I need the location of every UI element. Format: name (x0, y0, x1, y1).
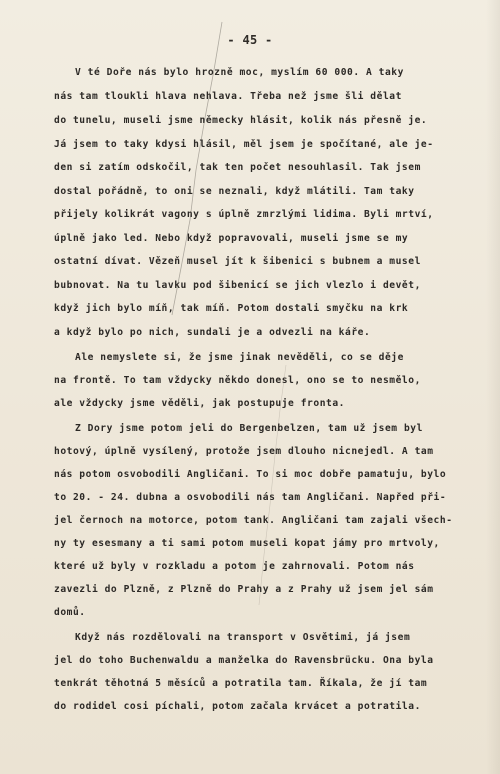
text-line: úplně jako led. Nebo když popravovali, museli jsme se my (54, 233, 409, 244)
text-line: jel do toho Buchenwaldu a manželka do Ravensbrücku. Ona byla (54, 655, 434, 666)
text-line: zavezli do Plzně, z Plzně do Prahy a z Prahy už jsem jel sám (54, 584, 434, 595)
text-line: do rodidel cosi píchali, potom začala krvácet a potratila. (54, 701, 421, 712)
text-line: to 20. - 24. dubna a osvobodili nás tam Angličani. Napřed při- (54, 492, 447, 503)
text-line: do tunelu, museli jsme německy hlásit, kolik nás přesně je. (54, 115, 428, 126)
text-line: hotový, úplně vysílený, protože jsem dlouho nicnejedl. A tam (54, 446, 434, 457)
text-line: ny ty esesmany a ti sami potom museli kopat jámy pro mrtvoly, (54, 538, 440, 549)
text-line: a když bylo po nich, sundali je a odvezli na káře. (54, 327, 371, 338)
page-edge-shadow (486, 0, 500, 774)
text-line: jel černoch na motorce, potom tank. Angličani tam zajali všech- (54, 515, 453, 526)
text-line: Já jsem to taky kdysi hlásil, měl jsem je spočítané, ale je- (54, 139, 434, 150)
text-line: bubnovat. Na tu lavku pod šibenicí se jich vlezlo i devět, (54, 280, 421, 291)
text-line: které už byly v rozkladu a potom je zahrnovali. Potom nás (54, 561, 415, 572)
text-line: na frontě. To tam vždycky někdo donesl, ono se to nesmělo, (54, 375, 421, 386)
text-line: nás potom osvobodili Angličani. To si moc dobře pamatuju, bylo (54, 469, 447, 480)
text-line: ale vždycky jsme věděli, jak postupuje fronta. (54, 398, 345, 409)
page-number: - 45 - (227, 33, 273, 47)
text-line: Když nás rozdělovali na transport v Osvětimi, já jsem (75, 632, 411, 643)
text-line: den si zatím odskočil, tak ten počet nesouhlasil. Tak jsem (54, 162, 421, 173)
text-line: přijely kolikrát vagony s úplně zmrzlými lidima. Byli mrtví, (54, 209, 434, 220)
text-line: domů. (54, 607, 86, 618)
text-line: Z Dory jsme potom jeli do Bergenbelzen, tam už jsem byl (75, 423, 423, 434)
text-line: dostal pořádně, to oni se neznali, když mlátili. Tam taky (54, 186, 415, 197)
text-line: nás tam tloukli hlava nehlava. Třeba než jsme šli dělat (54, 91, 402, 102)
text-line: ostatní dívat. Vězeň musel jít k šibenici s bubnem a musel (54, 256, 421, 267)
text-line: V té Doře nás bylo hrozně moc, myslím 60 000. A taky (75, 67, 404, 78)
text-line: když jich bylo míň, tak míň. Potom dostali smyčku na krk (54, 303, 409, 314)
text-line: Ale nemyslete si, že jsme jinak nevěděli, co se děje (75, 352, 404, 363)
text-line: tenkrát těhotná 5 měsíců a potratila tam. Říkala, že jí tam (54, 678, 428, 689)
